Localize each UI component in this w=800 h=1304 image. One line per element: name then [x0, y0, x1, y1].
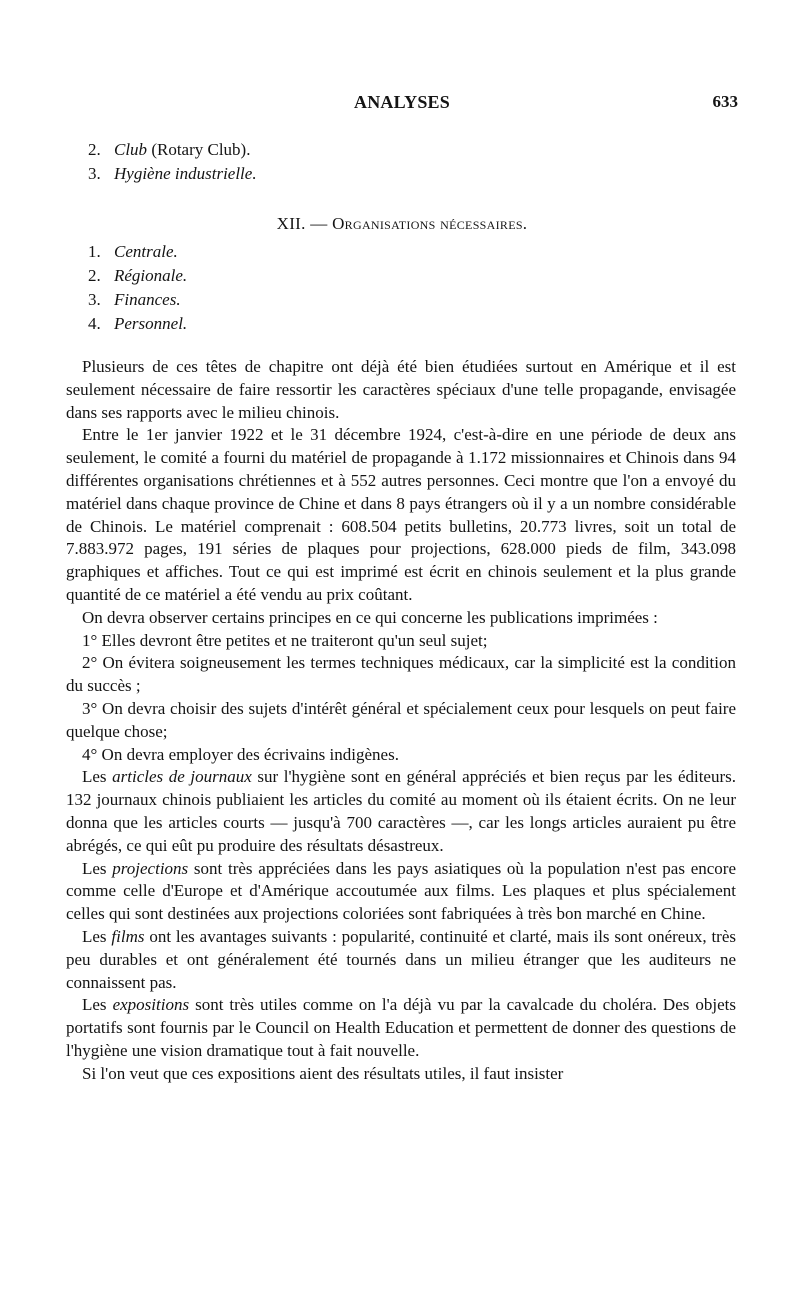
- paragraph: Entre le 1er janvier 1922 et le 31 décembre 1924, c'est-à-dire en une période de deux ans seulement, le comité a fourni du matériel de propagande à 1.172 missionnaires et Chinois dans 94 différentes organisations chrétiennes et à 552 autres personnes. Ceci montre que l'on a envoyé du matériel dans chaque province de Chine et dans 8 pays étrangers où il y a un nombre considérable de Chinois. Le matériel comprenait : 608.504 petits bulletins, 20.773 livres, soit un total de 7.883.972 pages, 191 séries de plaques pour projections, 628.000 pieds de film, 343.098 graphiques et affiches. Tout ce qui est imprimé est écrit en chinois seulement et la plus grande quantité de ce matériel a été vendu au prix coûtant.: [66, 425, 736, 604]
- paragraph: 3° On devra choisir des sujets d'intérêt général et spécialement ceux pour lesquels on peut faire quelque chose;: [66, 698, 736, 741]
- paragraph-text: sont très utiles comme on l'a déjà vu par la cavalcade du choléra. Des objets portatifs sont fournis par le Council on Health Education et permettent de donner des questions de l'hygiène une vision dramatique tout à fait nouvelle.: [66, 995, 736, 1060]
- paragraph: [66, 858, 736, 926]
- section-heading: [66, 214, 738, 234]
- list-item-text: Centrale.: [114, 242, 178, 261]
- paragraph: Plusieurs de ces têtes de chapitre ont déjà été bien étudiées surtout en Amérique et il est seulement nécessaire de faire ressortir les caractères spéciaux d'une telle propagande, envisagée dans ses rapports avec le milieu chinois.: [66, 357, 736, 422]
- paragraph: [66, 926, 736, 994]
- paragraph-text: Les: [82, 767, 113, 787]
- emphasis-text: articles de journaux: [112, 767, 252, 787]
- emphasis-text: expositions: [112, 995, 190, 1015]
- paragraph: [66, 766, 736, 857]
- page-number: 633: [712, 92, 738, 111]
- list-item-text: Hygiène industrielle.: [114, 164, 257, 183]
- list-item-number: 4.: [88, 314, 101, 333]
- body-text: [66, 356, 736, 1086]
- list-item-text: Personnel.: [114, 314, 188, 333]
- list-item-text: Régionale.: [114, 266, 188, 285]
- list-item: [88, 288, 187, 312]
- section-numeral: XII. —: [276, 214, 333, 233]
- list-item: [88, 240, 187, 264]
- list-item-text: Club: [114, 140, 148, 159]
- running-title: ANALYSES: [354, 92, 450, 112]
- list-item: [88, 312, 187, 336]
- paragraph: Si l'on veut que ces expositions aient des résultats utiles, il faut insister: [82, 1063, 564, 1083]
- paragraph-text: Les: [82, 995, 113, 1015]
- paragraph: 2° On évitera soigneusement les termes techniques médicaux, car la simplicité est la condition du succès ;: [66, 653, 736, 696]
- paragraph-text: Les: [82, 926, 112, 946]
- list-item-number: 2.: [88, 140, 101, 159]
- paragraph: 4° On devra employer des écrivains indigènes.: [82, 744, 399, 764]
- paragraph: 1° Elles devront être petites et ne traiteront qu'un seul sujet;: [82, 630, 488, 650]
- section-title: Organisations nécessaires.: [332, 214, 528, 233]
- list-item-number: 3.: [88, 290, 101, 309]
- paragraph: [66, 994, 736, 1062]
- list-item-number: 2.: [88, 266, 101, 285]
- list-item: [88, 264, 187, 288]
- paragraph-text: sur l'hygiène sont en général appréciés et bien reçus par les éditeurs. 132 journaux chinois publiaient les articles du comité au moment où ils étaient écrits. On ne leur donna que les articles courts — jusqu'à 700 caractères —, car les longs articles auraient pu être abrégés, ce qui eût pu produire des résultats désastreux.: [66, 767, 737, 855]
- list-item-text: Finances.: [114, 290, 181, 309]
- top-list: [88, 138, 257, 186]
- emphasis-text: projections: [112, 858, 189, 878]
- paragraph-text: sont très appréciées dans les pays asiatiques où la population n'est pas encore comme celle d'Europe et d'Amérique accoutumée aux films. Les plaques et plus spécialement celles qui sont destinées aux projections coloriées sont fabriquées à très bon marché en Chine.: [66, 858, 737, 924]
- list-item-text-rest: (Rotary Club).: [147, 140, 251, 159]
- list-item: [88, 138, 257, 162]
- list-item-number: 3.: [88, 164, 101, 183]
- paragraph-text: Les: [82, 858, 113, 878]
- paragraph: On devra observer certains principes en ce qui concerne les publications imprimées :: [82, 607, 658, 627]
- list-item-number: 1.: [88, 242, 101, 261]
- paragraph-text: ont les avantages suivants : popularité, continuité et clarté, mais ils sont onéreux, très peu durables et ont généralement été tournés dans un milieu étranger que les auditeurs ne connaissent pas.: [66, 926, 737, 992]
- list-item: [88, 162, 257, 186]
- section-list: [88, 240, 187, 336]
- page-header: [66, 92, 738, 118]
- emphasis-text: films: [111, 926, 145, 946]
